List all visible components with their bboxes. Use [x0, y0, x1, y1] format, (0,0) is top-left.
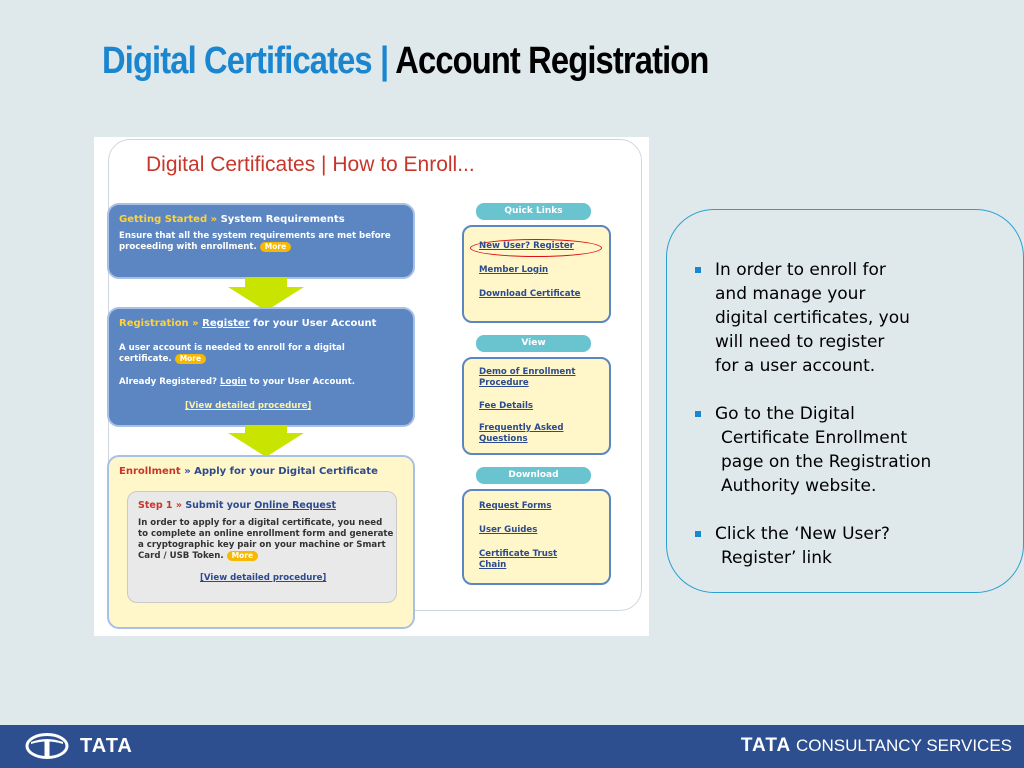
- fee-details-link[interactable]: Fee Details: [479, 401, 534, 411]
- quick-links-panel: [462, 225, 611, 323]
- getting-started-header: [119, 214, 345, 225]
- bullet-line: Go to the Digital: [715, 404, 855, 424]
- request-forms-link[interactable]: Request Forms: [479, 501, 552, 511]
- screenshot-title: Digital Certificates | How to Enroll...: [146, 153, 475, 176]
- tata-logo-icon: [25, 733, 69, 759]
- bullet-line: Click the ‘New User?: [715, 524, 890, 544]
- chevron-right-icon: »: [180, 466, 195, 477]
- registration-heading-rest: for your User Account: [249, 318, 377, 329]
- down-arrow-icon: [228, 433, 304, 457]
- view-procedure-link[interactable]: [View detailed procedure]: [200, 573, 327, 583]
- bullet-square-icon: [695, 267, 701, 273]
- more-button[interactable]: More: [260, 242, 291, 252]
- getting-started-heading: System Requirements: [220, 214, 345, 225]
- more-button[interactable]: More: [175, 354, 206, 364]
- enrollment-label: Enrollment: [119, 466, 181, 477]
- getting-started-label: Getting Started: [119, 214, 208, 225]
- slide-title-primary: Digital Certificates |: [102, 40, 396, 82]
- view-panel: [462, 357, 611, 455]
- user-guides-link[interactable]: User Guides: [479, 525, 538, 535]
- bullet-list: [693, 258, 931, 594]
- bullet-line: In order to enroll for: [715, 260, 886, 280]
- already-registered-suffix: to your User Account.: [246, 377, 355, 387]
- step1-label: Step 1: [138, 500, 173, 511]
- bullet-line: page on the Registration: [721, 452, 932, 472]
- registration-text: [119, 343, 389, 365]
- step1-panel: [127, 491, 397, 603]
- chevron-right-icon: »: [188, 318, 203, 329]
- faq-link[interactable]: Frequently Asked Questions: [479, 423, 564, 444]
- new-user-register-link[interactable]: New User? Register: [479, 241, 574, 251]
- slide-title: [102, 40, 709, 83]
- download-panel: [462, 489, 611, 585]
- getting-started-body: Ensure that all the system requirements are met before proceeding with enrollment.: [119, 231, 391, 252]
- enrollment-panel: [107, 455, 415, 629]
- bullet-item: [693, 402, 931, 498]
- registration-header: [119, 318, 376, 329]
- enrollment-header: [119, 466, 378, 477]
- bullet-line: Certificate Enrollment: [721, 428, 908, 448]
- registration-panel: [107, 307, 415, 427]
- getting-started-text: [119, 231, 399, 253]
- tcs-wordmark: [741, 735, 1012, 757]
- certificate-trust-chain-link[interactable]: Certificate Trust Chain: [479, 549, 558, 570]
- already-registered-prefix: Already Registered?: [119, 377, 220, 387]
- bullet-item: [693, 522, 931, 570]
- bullet-square-icon: [695, 411, 701, 417]
- slide-title-secondary: Account Registration: [395, 40, 709, 82]
- tcs-wordmark-rest: CONSULTANCY SERVICES: [791, 736, 1012, 755]
- bullet-line: digital certificates, you: [715, 308, 910, 328]
- bullet-item: [693, 258, 931, 378]
- registration-body: A user account is needed to enroll for a digital certificate.: [119, 343, 345, 364]
- register-link[interactable]: Register: [202, 318, 250, 329]
- view-procedure-link[interactable]: [View detailed procedure]: [185, 401, 312, 411]
- step1-header: Step 1 » Submit your Online Request: [138, 500, 337, 511]
- already-registered-text: [119, 377, 355, 388]
- more-button[interactable]: More: [227, 551, 258, 561]
- online-request-link[interactable]: Online Request: [254, 500, 337, 511]
- footer-tata-wordmark: TATA: [80, 735, 133, 757]
- step1-body: In order to apply for a digital certificate, you need to complete an online enrollment form and generate a cryptographic key pair on your machine or Smart Card / USB Token.: [138, 518, 394, 561]
- enrollment-heading: Apply for your Digital Certificate: [194, 466, 378, 477]
- chevron-right-icon: »: [207, 214, 221, 225]
- enrollment-page-screenshot: [94, 137, 649, 636]
- member-login-link[interactable]: Member Login: [479, 265, 549, 275]
- download-certificate-link[interactable]: Download Certificate: [479, 289, 581, 299]
- tcs-wordmark-bold: TATA: [740, 735, 792, 756]
- bullet-line: and manage your: [715, 284, 866, 304]
- down-arrow-stem: [245, 277, 287, 287]
- download-title: Download: [476, 467, 591, 484]
- getting-started-panel: [107, 203, 415, 279]
- step1-prefix: Submit your: [185, 500, 255, 511]
- quick-links-title: Quick Links: [476, 203, 591, 220]
- bullet-line: Authority website.: [721, 476, 877, 496]
- bullet-line: Register’ link: [721, 548, 832, 568]
- bullet-line: will need to register: [715, 332, 885, 352]
- bullet-square-icon: [695, 531, 701, 537]
- view-title: View: [476, 335, 591, 352]
- bullet-line: for a user account.: [715, 356, 876, 376]
- step1-text: [138, 518, 394, 562]
- login-link[interactable]: Login: [220, 377, 247, 387]
- registration-label: Registration: [119, 318, 189, 329]
- demo-enrollment-link[interactable]: Demo of Enrollment Procedure: [479, 367, 576, 388]
